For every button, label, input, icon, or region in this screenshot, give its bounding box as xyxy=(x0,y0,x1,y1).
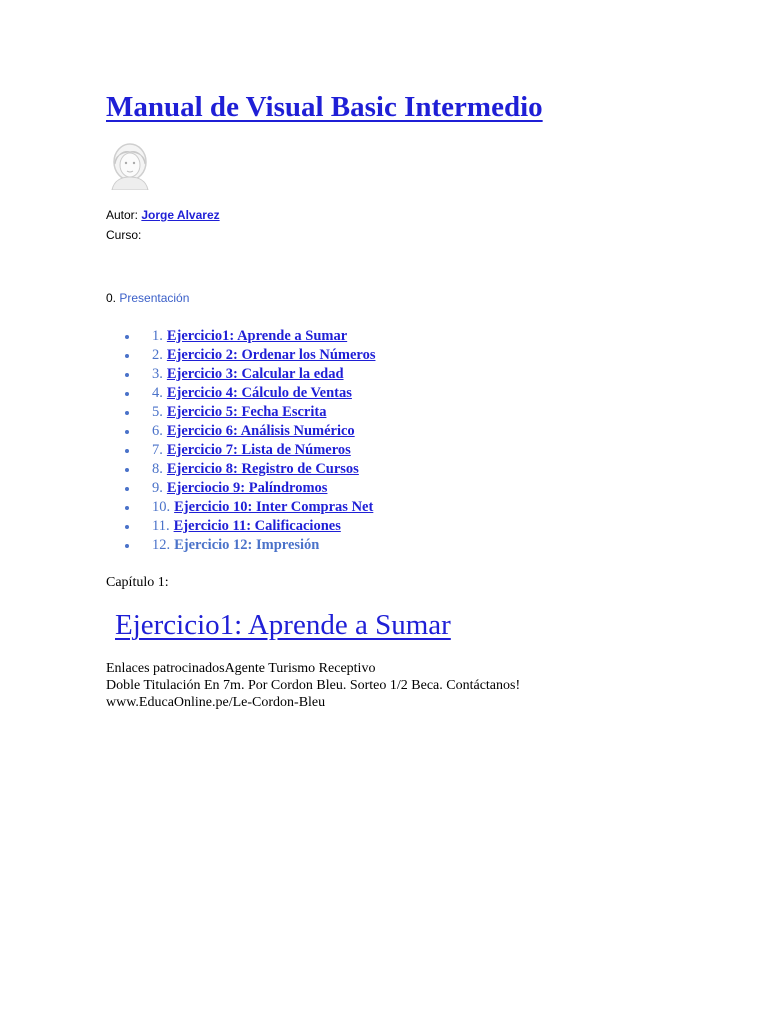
author-line xyxy=(106,207,220,223)
sponsored-line: Doble Titulación En 7m. Por Cordon Bleu. Sorteo 1/2 Beca. Contáctanos! xyxy=(106,678,521,693)
toc-item xyxy=(125,498,375,517)
bullet-icon xyxy=(125,449,129,453)
author-label: Autor: xyxy=(106,208,142,222)
bullet-icon xyxy=(125,335,129,339)
toc-number: 5. xyxy=(152,404,163,420)
toc-item xyxy=(125,327,375,346)
toc-link[interactable]: Ejercicio 8: Registro de Cursos xyxy=(166,461,359,477)
bullet-icon xyxy=(125,468,129,472)
toc-number: 1. xyxy=(152,328,163,344)
toc-link[interactable]: Ejerciocio 9: Palíndromos xyxy=(166,480,328,496)
toc-item xyxy=(125,460,375,479)
toc-number: 12. xyxy=(152,537,171,553)
toc-link[interactable]: Ejercicio 4: Cálculo de Ventas xyxy=(166,385,352,401)
toc-number: 8. xyxy=(152,461,163,477)
toc-item xyxy=(125,365,375,384)
toc-number: 7. xyxy=(152,442,163,458)
toc-item xyxy=(125,384,375,403)
bullet-icon xyxy=(125,411,129,415)
toc-item xyxy=(125,479,375,498)
author-link[interactable]: Jorge Alvarez xyxy=(141,208,220,222)
toc-link[interactable]: Ejercicio 7: Lista de Números xyxy=(166,442,351,458)
bullet-icon xyxy=(125,525,129,529)
toc-link[interactable]: Ejercicio 11: Calificaciones xyxy=(173,518,341,534)
presentation-number: 0. xyxy=(106,291,120,305)
toc-number: 2. xyxy=(152,347,163,363)
toc-link[interactable]: Ejercicio 5: Fecha Escrita xyxy=(166,404,327,420)
toc-link[interactable]: Ejercicio 10: Inter Compras Net xyxy=(174,499,374,515)
toc-link[interactable]: Ejercicio 6: Análisis Numérico xyxy=(166,423,355,439)
toc-item xyxy=(125,517,375,536)
chapter-label: Capítulo 1: xyxy=(106,575,169,590)
toc-number: 10. xyxy=(152,499,171,515)
toc-item xyxy=(125,441,375,460)
toc-number: 9. xyxy=(152,480,163,496)
toc-label: Ejercicio 12: Impresión xyxy=(174,537,320,553)
bullet-icon xyxy=(125,544,129,548)
toc-item xyxy=(125,346,375,365)
bullet-icon xyxy=(125,506,129,510)
sponsored-links xyxy=(106,660,520,711)
bullet-icon xyxy=(125,373,129,377)
course-line xyxy=(106,227,141,243)
bullet-icon xyxy=(125,430,129,434)
sponsored-line: Enlaces patrocinadosAgente Turismo Receptivo xyxy=(106,661,376,676)
toc-number: 6. xyxy=(152,423,163,439)
user-avatar-placeholder-icon xyxy=(106,140,154,190)
toc-number: 11. xyxy=(152,518,170,534)
toc-item xyxy=(125,422,375,441)
sponsored-url: www.EducaOnline.pe/Le-Cordon-Bleu xyxy=(106,695,326,710)
presentation-line xyxy=(106,290,189,306)
toc-item xyxy=(125,403,375,422)
toc-number: 3. xyxy=(152,366,163,382)
course-label: Curso: xyxy=(106,228,142,242)
bullet-icon xyxy=(125,392,129,396)
page-title[interactable]: Manual de Visual Basic Intermedio xyxy=(106,91,543,123)
bullet-icon xyxy=(125,354,129,358)
table-of-contents xyxy=(125,327,375,555)
toc-link[interactable]: Ejercicio1: Aprende a Sumar xyxy=(166,328,348,344)
toc-link[interactable]: Ejercicio 2: Ordenar los Números xyxy=(166,347,376,363)
presentation-link[interactable]: Presentación xyxy=(119,291,190,305)
toc-number: 4. xyxy=(152,385,163,401)
toc-link[interactable]: Ejercicio 3: Calcular la edad xyxy=(166,366,344,382)
chapter-heading[interactable]: Ejercicio1: Aprende a Sumar xyxy=(115,609,451,641)
bullet-icon xyxy=(125,487,129,491)
toc-item xyxy=(125,536,375,555)
